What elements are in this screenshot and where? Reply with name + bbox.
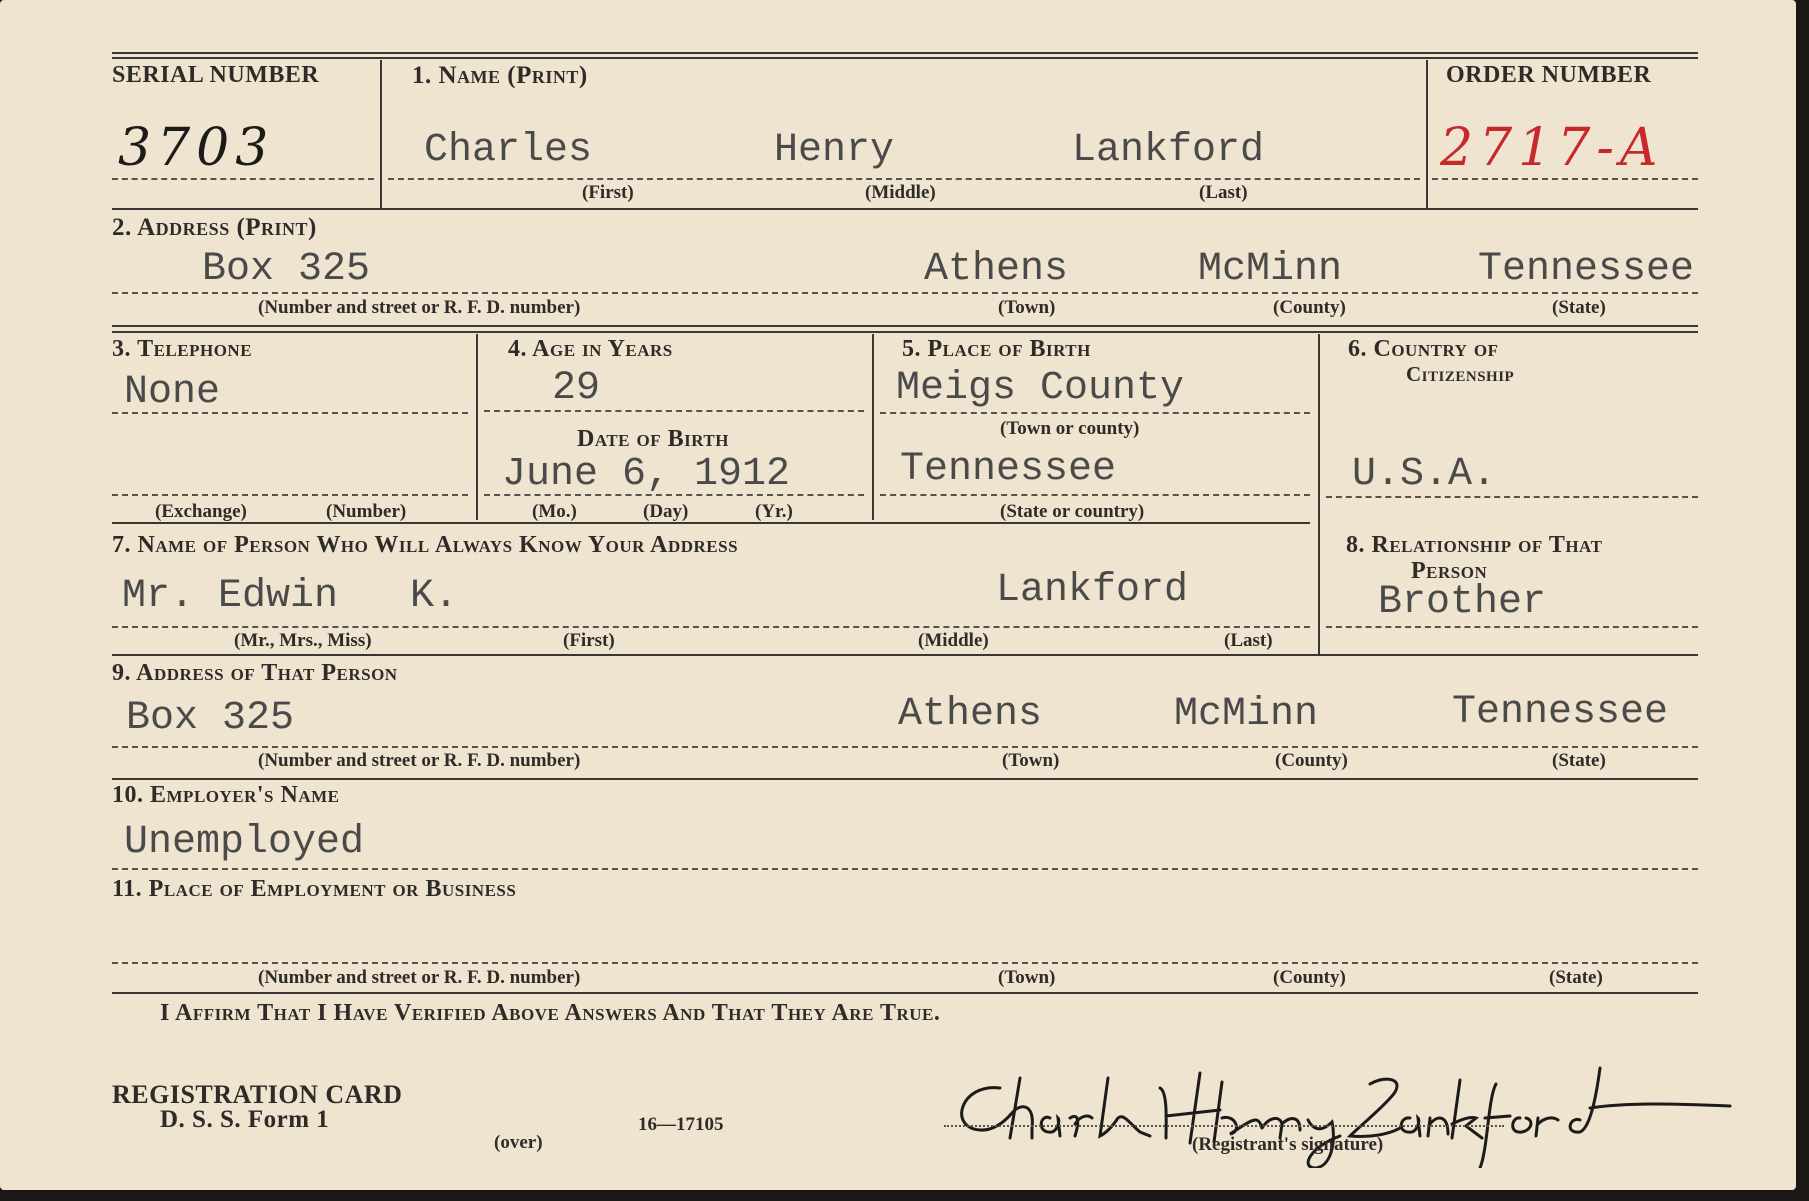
telephone-line-2	[112, 494, 468, 496]
caption-contact-street: (Number and street or R. F. D. number)	[258, 750, 581, 771]
caption-contact-last: (Last)	[1224, 630, 1273, 651]
caption-last: (Last)	[1199, 182, 1248, 203]
citizenship-value: U.S.A.	[1352, 452, 1497, 497]
date-of-birth-value: June 6, 1912	[502, 452, 791, 497]
contact-address-line	[112, 746, 1698, 748]
contact-last-value: Lankford	[996, 568, 1189, 613]
place-of-employment-label: 11. Place of Employment or Business	[112, 876, 517, 902]
relationship-label-line1: 8. Relationship of That	[1346, 532, 1603, 558]
caption-title: (Mr., Mrs., Miss)	[234, 630, 372, 651]
contact-name-line	[112, 626, 1310, 628]
address-line	[112, 292, 1698, 294]
row1-bottom-rule	[112, 208, 1698, 210]
order-divider	[1426, 60, 1428, 208]
caption-middle: (Middle)	[865, 182, 936, 203]
row2-bottom-rule	[112, 325, 1698, 327]
telephone-divider	[476, 334, 478, 520]
age-value: 29	[552, 366, 601, 411]
age-divider	[872, 334, 874, 520]
caption-day: (Day)	[643, 501, 689, 522]
age-line	[484, 410, 864, 412]
caption-contact-state: (State)	[1552, 750, 1606, 771]
name-label: 1. Name (Print)	[412, 62, 588, 89]
caption-contact-first: (First)	[563, 630, 615, 651]
serial-number-label: SERIAL NUMBER	[112, 62, 320, 88]
relationship-line	[1326, 626, 1698, 628]
serial-divider	[380, 60, 382, 208]
order-number-line	[1432, 178, 1698, 180]
country-label-line2: Citizenship	[1406, 362, 1515, 386]
birth-place-line-2	[880, 494, 1310, 496]
form-number: D. S. S. Form 1	[160, 1106, 330, 1133]
order-number-value: 2717-A	[1440, 118, 1664, 178]
employer-label: 10. Employer's Name	[112, 782, 340, 808]
age-label: 4. Age in Years	[508, 336, 673, 362]
address-county-value: McMinn	[1198, 247, 1343, 292]
serial-number-line	[112, 178, 374, 180]
telephone-label: 3. Telephone	[112, 336, 253, 362]
contact-town-value: Athens	[898, 692, 1043, 737]
birth-place-line	[880, 412, 1310, 414]
signature-line	[944, 1125, 1504, 1127]
caption-address-state: (State)	[1552, 297, 1606, 318]
serial-number-value: 3703	[118, 118, 275, 178]
form-code: 16—17105	[638, 1114, 724, 1135]
telephone-line	[112, 412, 468, 414]
caption-contact-middle: (Middle)	[918, 630, 989, 651]
caption-contact-town: (Town)	[1002, 750, 1060, 771]
caption-number: (Number)	[326, 501, 407, 522]
contact-county-value: McMinn	[1174, 692, 1319, 737]
address-street-value: Box 325	[202, 247, 371, 292]
order-number-label: ORDER NUMBER	[1446, 62, 1652, 88]
row5-bottom-rule	[112, 778, 1698, 780]
caption-address-county: (County)	[1273, 297, 1346, 318]
caption-state-or-country: (State or country)	[1000, 501, 1145, 522]
birthplace-divider	[1318, 334, 1320, 654]
caption-address-town: (Town)	[998, 297, 1056, 318]
caption-employment-town: (Town)	[998, 967, 1056, 988]
caption-yr: (Yr.)	[755, 501, 793, 522]
row2-bottom-rule-2	[112, 331, 1698, 333]
caption-address-street: (Number and street or R. F. D. number)	[258, 297, 581, 318]
name-last-value: Lankford	[1072, 128, 1265, 173]
relationship-label-line2: Person	[1411, 558, 1488, 584]
contact-address-label: 9. Address of That Person	[112, 660, 398, 686]
contact-name-value: Mr. Edwin K.	[122, 574, 459, 619]
caption-town-or-county: (Town or county)	[1000, 418, 1140, 439]
row7-bottom-rule	[112, 992, 1698, 994]
caption-exchange: (Exchange)	[155, 501, 247, 522]
address-state-value: Tennessee	[1478, 247, 1695, 292]
name-line	[388, 178, 1420, 180]
name-first-value: Charles	[424, 128, 593, 173]
name-middle-value: Henry	[774, 128, 895, 173]
caption-first: (First)	[582, 182, 634, 203]
registration-card-title: REGISTRATION CARD	[112, 1080, 403, 1109]
top-rule-2	[112, 57, 1698, 59]
contact-state-value: Tennessee	[1452, 690, 1669, 735]
place-of-employment-line	[112, 962, 1698, 964]
birth-place-town-value: Meigs County	[896, 366, 1185, 411]
country-label-line1: 6. Country of	[1348, 336, 1499, 362]
row4-bottom-rule	[112, 654, 1698, 656]
contact-person-label: 7. Name of Person Who Will Always Know Your Address	[112, 532, 739, 558]
affirmation-text: I Affirm That I Have Verified Above Answers And That They Are True.	[160, 1000, 941, 1026]
date-of-birth-line	[484, 494, 864, 496]
caption-signature: (Registrant's signature)	[1192, 1134, 1384, 1155]
caption-employment-state: (State)	[1549, 967, 1603, 988]
top-rule	[112, 52, 1698, 54]
caption-employment-street: (Number and street or R. F. D. number)	[258, 967, 581, 988]
place-of-birth-label: 5. Place of Birth	[902, 336, 1091, 362]
telephone-value: None	[124, 370, 221, 415]
employer-line	[112, 868, 1698, 870]
row3-bottom-rule	[112, 522, 1310, 524]
contact-street-value: Box 325	[126, 696, 295, 741]
caption-employment-county: (County)	[1273, 967, 1346, 988]
over-note: (over)	[494, 1132, 543, 1153]
address-label: 2. Address (Print)	[112, 214, 317, 241]
citizenship-line	[1326, 496, 1698, 498]
birth-place-state-value: Tennessee	[900, 447, 1117, 492]
caption-contact-county: (County)	[1275, 750, 1348, 771]
relationship-value: Brother	[1378, 580, 1547, 625]
address-town-value: Athens	[924, 247, 1069, 292]
employer-value: Unemployed	[124, 820, 365, 865]
caption-mo: (Mo.)	[532, 501, 577, 522]
date-of-birth-label: Date of Birth	[577, 426, 729, 452]
